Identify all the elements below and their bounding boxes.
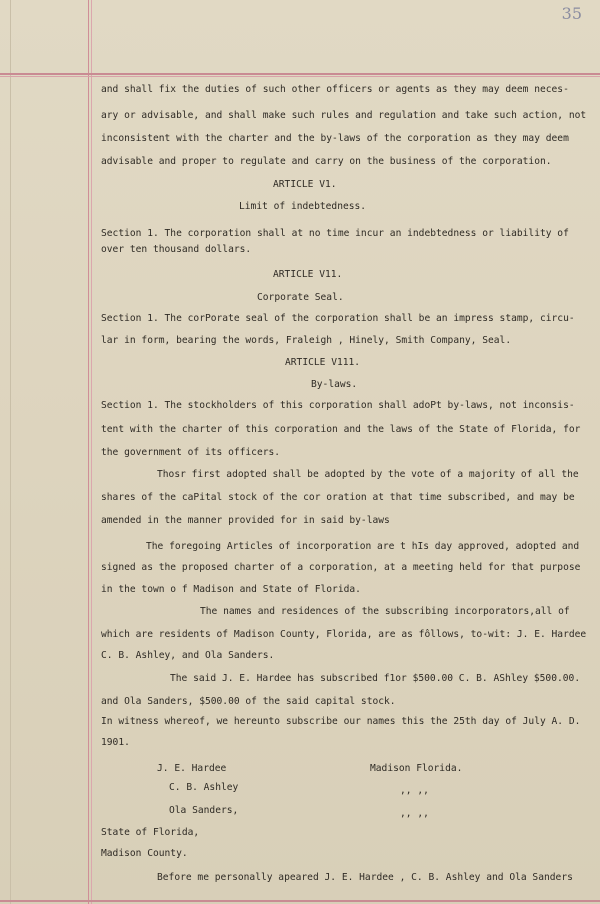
- body-line: Section 1. The corPorate seal of the corporation shall be an impress stamp, circu-: [101, 313, 575, 324]
- signatory-name: C. B. Ashley: [169, 782, 239, 793]
- body-line: State of Florida,: [101, 827, 200, 838]
- body-line: 1901.: [101, 737, 130, 748]
- body-line: Section 1. The corporation shall at no time incur an indebtedness or liability of: [101, 228, 569, 239]
- article-heading: ARTICLE V111.: [285, 357, 361, 368]
- margin-rule-inner: [91, 0, 92, 904]
- article-heading: ARTICLE V11.: [273, 269, 343, 280]
- body-line: The said J. E. Hardee has subscribed f1or $500.00 C. B. AShley $500.00.: [170, 673, 581, 684]
- body-line: Madison County.: [101, 848, 188, 859]
- article-subheading: Corporate Seal.: [257, 292, 344, 303]
- body-line: In witness whereof, we hereunto subscribe our names this the 25th day of July A. D.: [101, 716, 581, 727]
- signatory-name: J. E. Hardee: [157, 763, 227, 774]
- signatory-residence: Madison Florida.: [370, 763, 463, 774]
- body-line: and Ola Sanders, $500.00 of the said capital stock.: [101, 696, 396, 707]
- page-edge: [10, 0, 11, 904]
- body-line: ary or advisable, and shall make such rules and regulation and take such action, not: [101, 110, 587, 121]
- body-line: advisable and proper to regulate and carry on the business of the corporation.: [101, 156, 552, 167]
- ditto-marks: ,, ,,: [400, 785, 429, 796]
- body-line: and shall fix the duties of such other officers or agents as they may deem neces-: [101, 84, 569, 95]
- body-line: signed as the proposed charter of a corporation, at a meeting held for that purpose: [101, 562, 581, 573]
- body-line: Before me personally apeared J. E. Hardee , C. B. Ashley and Ola Sanders: [157, 872, 573, 883]
- body-line: inconsistent with the charter and the by-laws of the corporation as they may deem: [101, 133, 569, 144]
- body-line: C. B. Ashley, and Ola Sanders.: [101, 650, 275, 661]
- body-line: amended in the manner provided for in said by-laws: [101, 515, 390, 526]
- body-line: which are residents of Madison County, Florida, are as fôllows, to-wit: J. E. Hardee: [101, 629, 587, 640]
- header-rule-inner: [0, 76, 600, 77]
- article-heading: ARTICLE V1.: [273, 179, 337, 190]
- signatory-name: Ola Sanders,: [169, 805, 239, 816]
- page-number: 35: [561, 4, 582, 23]
- body-line: over ten thousand dollars.: [101, 244, 252, 255]
- header-rule: [0, 73, 600, 75]
- body-line: the government of its officers.: [101, 447, 281, 458]
- body-line: The names and residences of the subscribing incorporators,all of: [200, 606, 570, 617]
- body-line: lar in form, bearing the words, Fraleigh , Hinely, Smith Company, Seal.: [101, 335, 512, 346]
- body-line: Section 1. The stockholders of this corporation shall adoPt by-laws, not inconsis-: [101, 400, 575, 411]
- body-line: in the town o f Madison and State of Florida.: [101, 584, 361, 595]
- footer-rule: [0, 900, 600, 902]
- article-subheading: By-laws.: [311, 379, 358, 390]
- ditto-marks: ,, ,,: [400, 808, 429, 819]
- body-line: tent with the charter of this corporation and the laws of the State of Florida, for: [101, 424, 581, 435]
- margin-rule: [88, 0, 89, 904]
- body-line: The foregoing Articles of incorporation are t hIs day approved, adopted and: [146, 541, 580, 552]
- article-subheading: Limit of indebtedness.: [239, 201, 367, 212]
- body-line: Thosr first adopted shall be adopted by the vote of a majority of all the: [157, 469, 579, 480]
- body-line: shares of the caPital stock of the cor oration at that time subscribed, and may be: [101, 492, 575, 503]
